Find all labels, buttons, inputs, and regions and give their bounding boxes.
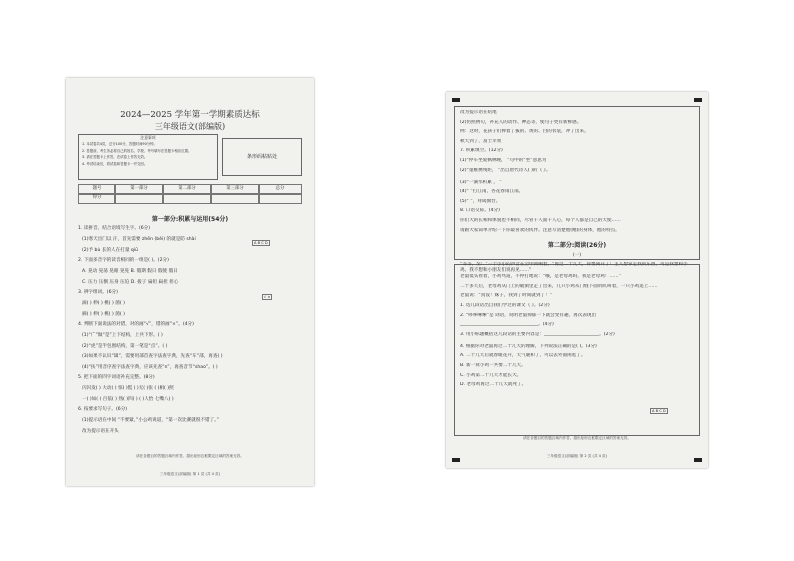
score-table-row-label: 得分 (78, 193, 116, 204)
question-line: 闪闪发( ) 大动( ) 惊( )慌 ( )无( )张 ( )相( )照 (82, 386, 174, 391)
question-line: 7. 积累填空。(12分) (460, 148, 503, 154)
question-line: (1)“停车坐爱枫林晚， ”句中的“坐”意思为 (460, 158, 547, 163)
page2-footer-warning: 请在各题目的答题区域内作答，超出矩形边框限定区域的答案无效。 (523, 436, 631, 440)
note-line: 1. 本试卷共4页，总分100分，答题时间90分钟。 (82, 142, 157, 146)
answer-options-q4-reading: A B C D (652, 409, 666, 413)
question-line: 二十多天后，老母鸡从门上的破洞里走了出来，几只小鸡从门缝下面叽叽叫着，一只小鸡追上…… (460, 283, 658, 289)
question-line: 摘( ) 伸( ) 桃( ) 菌( ) (82, 311, 125, 317)
question-line: A. 晃动 晃荡 晃眼 晃晃 B. 假期 假日 假使 假日 (82, 269, 178, 274)
question-line: 改为提示语在结尾 (460, 110, 497, 115)
question-line: (1)“广”做“是”上下结构，上共下形。( ) (82, 333, 163, 338)
question-line: 2. 下面多音字的读音相同的一组是( )。(2分) (78, 258, 169, 263)
question-line: 滴( ) 伸( ) 桃( ) 菌( ) (82, 301, 125, 306)
question-line: (5)“ ”，拜谒旗台。 (460, 198, 501, 204)
exam-page-2 (446, 92, 708, 468)
score-table-header: 总分 (258, 184, 302, 195)
notes-list (79, 141, 217, 167)
question-line: 例：这时，花孩子们捧着了拔的、黄的、白的衣裳，冲了出来。 (460, 129, 589, 135)
alignment-mark (452, 98, 460, 102)
question-line: C. 压力 压倒 压身 压迫 D. 扳子 扁担 扁担 担心 (82, 279, 179, 285)
question-line: (2)“虎”是半包围结构，第一笔是“点”。( ) (82, 343, 168, 349)
question-line: (2)“童稚携残炬， ”出自唐代诗人( )的《 》。 (460, 167, 551, 173)
exam-subtitle: 三年级语文(部编版) (154, 122, 226, 131)
question-line: 8. 口语交际。(4分) (460, 208, 500, 214)
score-table-header: 题号 (78, 184, 116, 195)
question-line: 3. 用小标题概括这几段话的主要内容是：________________________。(2分) (460, 331, 615, 337)
question-line: C. 小鸡第二十几天才能长大。 (460, 372, 522, 378)
exam-page-1 (66, 78, 314, 486)
question-line: 6. 按要求写句子。(6分) (78, 407, 128, 412)
score-cell (258, 193, 302, 204)
note-line: 2. 答题前，考生务必将自己的姓名、学校、考号填写在答题卡相应位置。 (82, 148, 192, 153)
score-table-header: 第二部分 (162, 184, 212, 195)
question-line: 你们大的长相和体貌也不相同，尽管千人面千人心，每个人都是自己的天使…… (460, 218, 621, 223)
section1-title: 第一部分:积累与运用(54分) (151, 216, 229, 223)
exam-title: 2024—2025 学年第一学期素质达标 (120, 110, 260, 120)
answer-options-q2: A B C D (254, 241, 268, 245)
question-line: D. 老母鸡再过二十几天就死了。 (460, 382, 527, 388)
question-line: 4. 判断下面说法的对错，对的画“√”，错的画“×”。(4分) (78, 322, 194, 327)
question-line: B. 新一窝小鸡一共要二十几天。 (460, 363, 526, 368)
question-line: 秋天到了，富士苹果 (460, 138, 502, 144)
score-cell (162, 193, 212, 204)
note-line: 3. 请在答题卡上作答，在试卷上作答无效。 (82, 155, 148, 160)
score-cell (114, 193, 164, 204)
question-line: 老鼠说：“真没！妹子，我到了时间就到了！” (460, 293, 553, 299)
question-line: 4. 根据你对老鼠再过二十几天的理解，下列说法正确的是( )。(3分) (460, 343, 597, 349)
section2-title: 第二部分:阅读(26分) (547, 242, 607, 250)
question-line: 请跟大家简单介绍一下你最喜欢的伙伴。注意写清楚他(她)的身体，他的特点。 (460, 227, 620, 233)
question-line: 1. 选几段话出自我们学过的课文《 》。(2分) (460, 303, 550, 308)
alignment-mark (694, 98, 702, 102)
question-line: 2. “哆哆嗦嗦”是 词语，说明老鼠抑郁一下就会变有趣，再次表现出 (460, 312, 597, 318)
page2-page-label: 三年级语文(部编版) 第 2 页 (共 4 页) (546, 454, 608, 458)
question-line: 3. 辨字组词。(6分) (78, 290, 118, 295)
score-table (78, 184, 300, 204)
score-table-header: 第一部分 (114, 184, 164, 195)
question-line: (3)如果不认识“辑”，需要用部首查字法查字典，先查“车”部，再查( ) (82, 354, 223, 359)
question-line: (2)予 bù 长的人在打量 qiū (82, 247, 138, 253)
question-line: 改为提示语在开头 (82, 428, 119, 434)
question-line: A. 二十几天后就春暖花开，天气暖和了，可以去外面闲逛了。 (460, 353, 586, 359)
question-line: (2)仿照例句，补充人的动作、神态等，使句子更有新鲜感。 (460, 119, 582, 125)
question-line: “等等，至！”一个小小的声音在空中回响着，“再过二十几天，你要离开了！主人想拿走我的东西，可是我想和小鸡、我不想和小朋友们说再见……” (460, 262, 688, 273)
question-line: __________________________________。(4分) (460, 322, 554, 328)
question-line: (1)提示语在中间 “不要紧，”小公鸡说道，“第一次比赛就很不错了。” (82, 418, 219, 423)
barcode-area: 条形码粘贴处 (222, 138, 302, 176)
question-line: (1)寒天出门以 汗，首先需要 zhēn (bèi) 的就是防 shài (82, 237, 196, 242)
answer-options-q4: √ × (264, 295, 271, 299)
question-line: 一( )如( ) 百依( ) 熟( )四( ) ( )人怡 七嘴八( ) (82, 396, 174, 402)
question-line: 老鼠低头看着，小鸡骂道，不停打地说：“哦，是老母鸡吗，我是老母鸡！……” (460, 274, 621, 280)
page1-footer-warning: 请在各题目的答题区域内作答，超出矩形边框限定区域的答案无效。 (136, 454, 244, 458)
score-table-header: 第三部分 (210, 184, 260, 195)
question-line: 1. 读拼音，结合语境写生字。(6分) (78, 226, 151, 231)
notes-box (78, 134, 218, 180)
note-line: 4. 考试结束后，将试卷和答题卡一并交回。 (82, 161, 148, 166)
score-cell (210, 193, 260, 204)
question-line: (4)“扶”用音序查字法查字典，应该先查“n”，再查音节“shao”。( ) (82, 364, 218, 370)
reading-passage-number: (一) (572, 253, 582, 259)
question-line: (4)“ ”打江南，杏花春雨江南。 (460, 189, 524, 195)
page1-page-label: 三年级语文(部编版) 第 1 页 (共 4 页) (159, 472, 221, 476)
question-line: (3)“一滴水积累 ， ” (460, 179, 502, 185)
notes-title: 注意事项 (140, 135, 156, 140)
question-line: 5. 把下面的四字词语补充完整。(8分) (78, 375, 155, 380)
